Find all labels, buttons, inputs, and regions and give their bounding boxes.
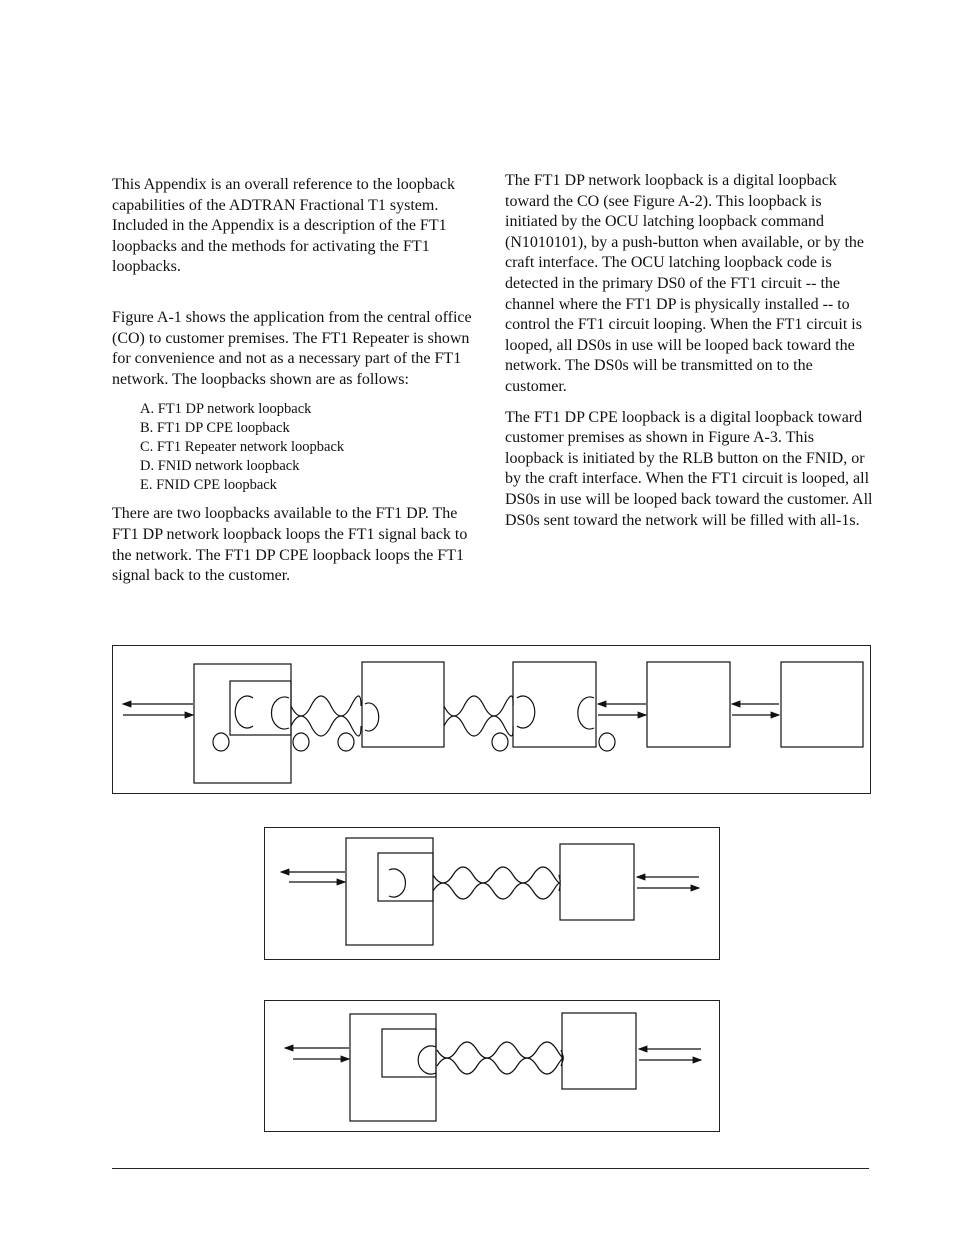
cpe-loopback-arc (418, 1046, 436, 1074)
ft1-dp-box (378, 853, 433, 901)
loopback-a-arc (235, 696, 253, 728)
loopback-e-arc (578, 697, 594, 729)
figure-a3-diagram (264, 1000, 720, 1132)
loopback-c-arc (365, 703, 379, 731)
label-oval-b (293, 733, 309, 751)
csu-box (647, 662, 730, 747)
twisted-pair (437, 1042, 563, 1058)
list-item: E. FNID CPE loopback (140, 476, 277, 493)
fnid-box (560, 844, 634, 920)
label-oval-e (599, 733, 615, 751)
ocu-box (350, 1014, 436, 1121)
footer-rule (112, 1168, 869, 1169)
ft1-repeater-box (362, 662, 444, 747)
ft1-dp-box (230, 681, 291, 735)
list-item: A. FT1 DP network loopback (140, 401, 312, 418)
list-item: D. FNID network loopback (140, 457, 300, 474)
cpe-loopback-paragraph: The FT1 DP CPE loopback is a digital loopback toward customer premises as shown in Figure A-3. This loopback is initiated by the RLB button on the FNID, or by the craft interface. When the FT1 circuit is looped, all DS0s in use will be looped back toward the customer. All DS0s sent toward the network will be filled with all-1s. (505, 408, 873, 529)
ft1-dp-loopbacks-paragraph: There are two loopbacks available to the FT1 DP. The FT1 DP network loopback loops the FT1 signal back to the network. The FT1 DP CPE loopback loops the FT1 signal back to the customer. (112, 505, 468, 585)
network-loopback-paragraph: The FT1 DP network loopback is a digital loopback toward the CO (see Figure A-2). This loopback is initiated by the OCU latching loopback command (N1010101), by a push-button when available, or by the craft interface. The OCU latching loopback code is detected in the primary DS0 of the FT1 circuit -- the channel where the FT1 DP is physically installed -- to control the FT1 circuit looping. When the FT1 circuit is looped, all DS0s in use will be looped back toward the network. The DS0s will be transmitted on to the customer. (505, 172, 865, 395)
figure-a2-drawing (265, 828, 719, 959)
left-column (112, 175, 484, 597)
fnid-box (562, 1013, 636, 1089)
network-loopback-arc (389, 869, 405, 897)
loopback-list (140, 400, 484, 494)
figure-a2-diagram (264, 827, 720, 960)
fnid-box (513, 662, 596, 747)
dte-box (781, 662, 863, 747)
twisted-pair (291, 696, 361, 716)
ft1-dp-box (382, 1029, 436, 1077)
loopback-d-arc (517, 696, 535, 728)
list-item: C. FT1 Repeater network loopback (140, 438, 345, 455)
label-oval-d (492, 733, 508, 751)
label-oval-a (213, 733, 229, 751)
loopback-b-arc (271, 697, 289, 729)
right-column (505, 171, 873, 541)
twisted-pair (433, 867, 560, 883)
intro-paragraph: This Appendix is an overall reference to the loopback capabilities of the ADTRAN Fractional T1 system. Included in the Appendix is a description of the FT1 loopbacks and the methods for activating the FT1 loopbacks. (112, 176, 455, 276)
list-item: B. FT1 DP CPE loopback (140, 420, 290, 437)
figure-a1-drawing (113, 646, 870, 793)
label-oval-c (338, 733, 354, 751)
ocu-box (194, 664, 291, 783)
figure-a3-drawing (265, 1001, 719, 1131)
figure-a1-paragraph: Figure A-1 shows the application from the central office (CO) to customer premises. The FT1 Repeater is shown for convenience and not as a necessary part of the FT1 network. The loopbacks shown are as follows: (112, 308, 472, 388)
ocu-box (346, 838, 433, 945)
figure-a1-diagram (112, 645, 871, 794)
twisted-pair (437, 1058, 563, 1074)
twisted-pair (433, 883, 560, 899)
twisted-pair (444, 696, 513, 716)
